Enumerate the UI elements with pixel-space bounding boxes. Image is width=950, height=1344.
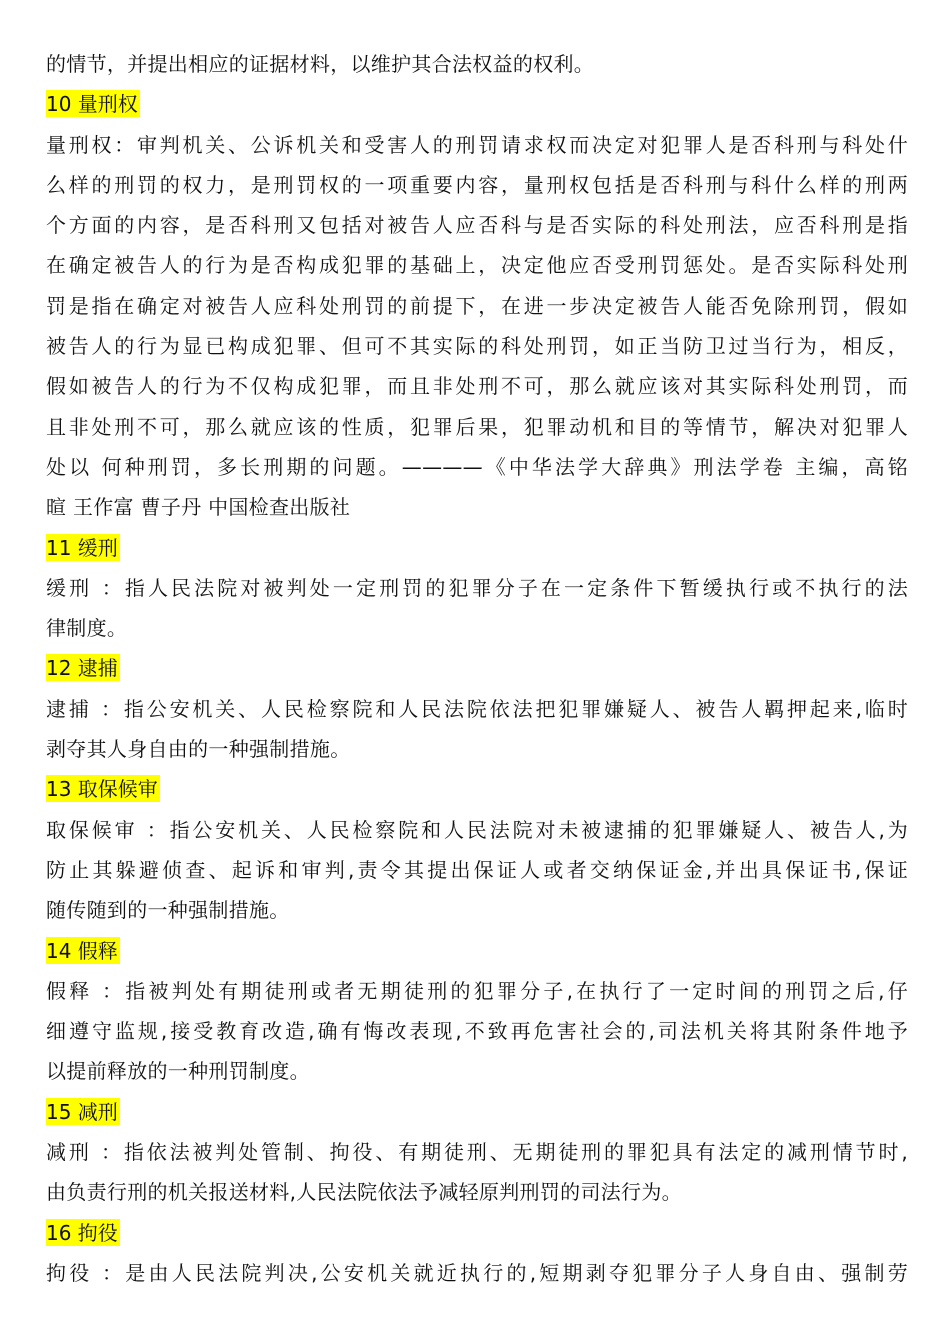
paragraph-line: 个方面的内容，是否科刑又包括对被告人应否科与是否实际的科处刑法，应否科刑是指 [46, 213, 908, 238]
paragraph-line: 被告人的行为显已构成犯罪、但可不其实际的科处刑罚，如正当防卫过当行为，相反， [46, 334, 908, 359]
paragraph-line: 假释 ：指被判处有期徒刑或者无期徒刑的犯罪分子,在执行了一定时间的刑罚之后,仔 [46, 978, 908, 1003]
paragraph-line: 细遵守监规,接受教育改造,确有悔改表现,不致再危害社会的,司法机关将其附条件地予 [46, 1019, 908, 1044]
paragraph-line: 量刑权：审判机关、公诉机关和受害人的刑罚请求权而决定对犯罪人是否科刑与科处什 [46, 132, 908, 157]
paragraph-line: 在确定被告人的行为是否构成犯罪的基础上，决定他应否受刑罚惩处。是否实际科处刑 [46, 253, 908, 278]
paragraph-line: 取保候审 ：指公安机关、人民检察院和人民法院对未被逮捕的犯罪嫌疑人、被告人,为 [46, 817, 908, 842]
paragraph-line: 假如被告人的行为不仅构成犯罪，而且非处刑不可，那么就应该对其实际科处刑罚，而 [46, 374, 908, 399]
paragraph-line: 暄 王作富 曹子丹 中国检查出版社 [46, 495, 351, 520]
paragraph-line: 剥夺其人身自由的一种强制措施。 [46, 737, 351, 762]
paragraph-line: 么样的刑罚的权力，是刑罚权的一项重要内容，量刑权包括是否科刑与科什么样的刑两 [46, 172, 908, 197]
paragraph-line: 处以 何种刑罚，多长刑期的问题。————《中华法学大辞典》刑法学卷 主编，高铭 [46, 454, 908, 479]
section-heading-row [46, 528, 908, 568]
section-heading-row [46, 931, 908, 971]
section-heading: 16 拘役 [46, 1220, 118, 1245]
section-heading-row [46, 84, 908, 124]
section-heading-row [46, 648, 908, 688]
paragraph-line: 拘役 ：是由人民法院判决,公安机关就近执行的,短期剥夺犯罪分子人身自由、强制劳 [46, 1260, 908, 1285]
paragraph-line: 缓刑 ：指人民法院对被判处一定刑罚的犯罪分子在一定条件下暂缓执行或不执行的法 [46, 575, 908, 600]
section-heading: 11 缓刑 [46, 535, 118, 560]
section-heading-row [46, 1213, 908, 1253]
paragraph-line: 律制度。 [46, 616, 128, 641]
paragraph-line: 防止其躲避侦查、起诉和审判,责令其提出保证人或者交纳保证金,并出具保证书,保证 [46, 857, 908, 882]
paragraph-line: 以提前释放的一种刑罚制度。 [46, 1059, 310, 1084]
section-heading: 12 逮捕 [46, 656, 118, 681]
paragraph-line: 随传随到的一种强制措施。 [46, 898, 290, 923]
section-heading: 10 量刑权 [46, 92, 138, 117]
paragraph-line: 减刑 ：指依法被判处管制、拘役、有期徒刑、无期徒刑的罪犯具有法定的减刑情节时, [46, 1140, 908, 1165]
paragraph-line: 罚是指在确定对被告人应科处刑罚的前提下，在进一步决定被告人能否免除刑罚，假如 [46, 293, 908, 318]
document-page [46, 44, 908, 1293]
section-heading: 14 假释 [46, 938, 118, 963]
section-heading-row [46, 769, 908, 809]
paragraph-line: 逮捕 ：指公安机关、人民检察院和人民法院依法把犯罪嫌疑人、被告人羁押起来,临时 [46, 696, 908, 721]
section-heading-row [46, 1092, 908, 1132]
section-heading: 13 取保候审 [46, 777, 158, 802]
paragraph-line: 由负责行刑的机关报送材料,人民法院依法予减轻原判刑罚的司法行为。 [46, 1180, 682, 1205]
paragraph-line: 且非处刑不可，那么就应该的性质，犯罪后果，犯罪动机和目的等情节，解决对犯罪人 [46, 414, 908, 439]
section-heading: 15 减刑 [46, 1099, 118, 1124]
paragraph-line: 的情节，并提出相应的证据材料，以维护其合法权益的权利。 [46, 52, 595, 76]
